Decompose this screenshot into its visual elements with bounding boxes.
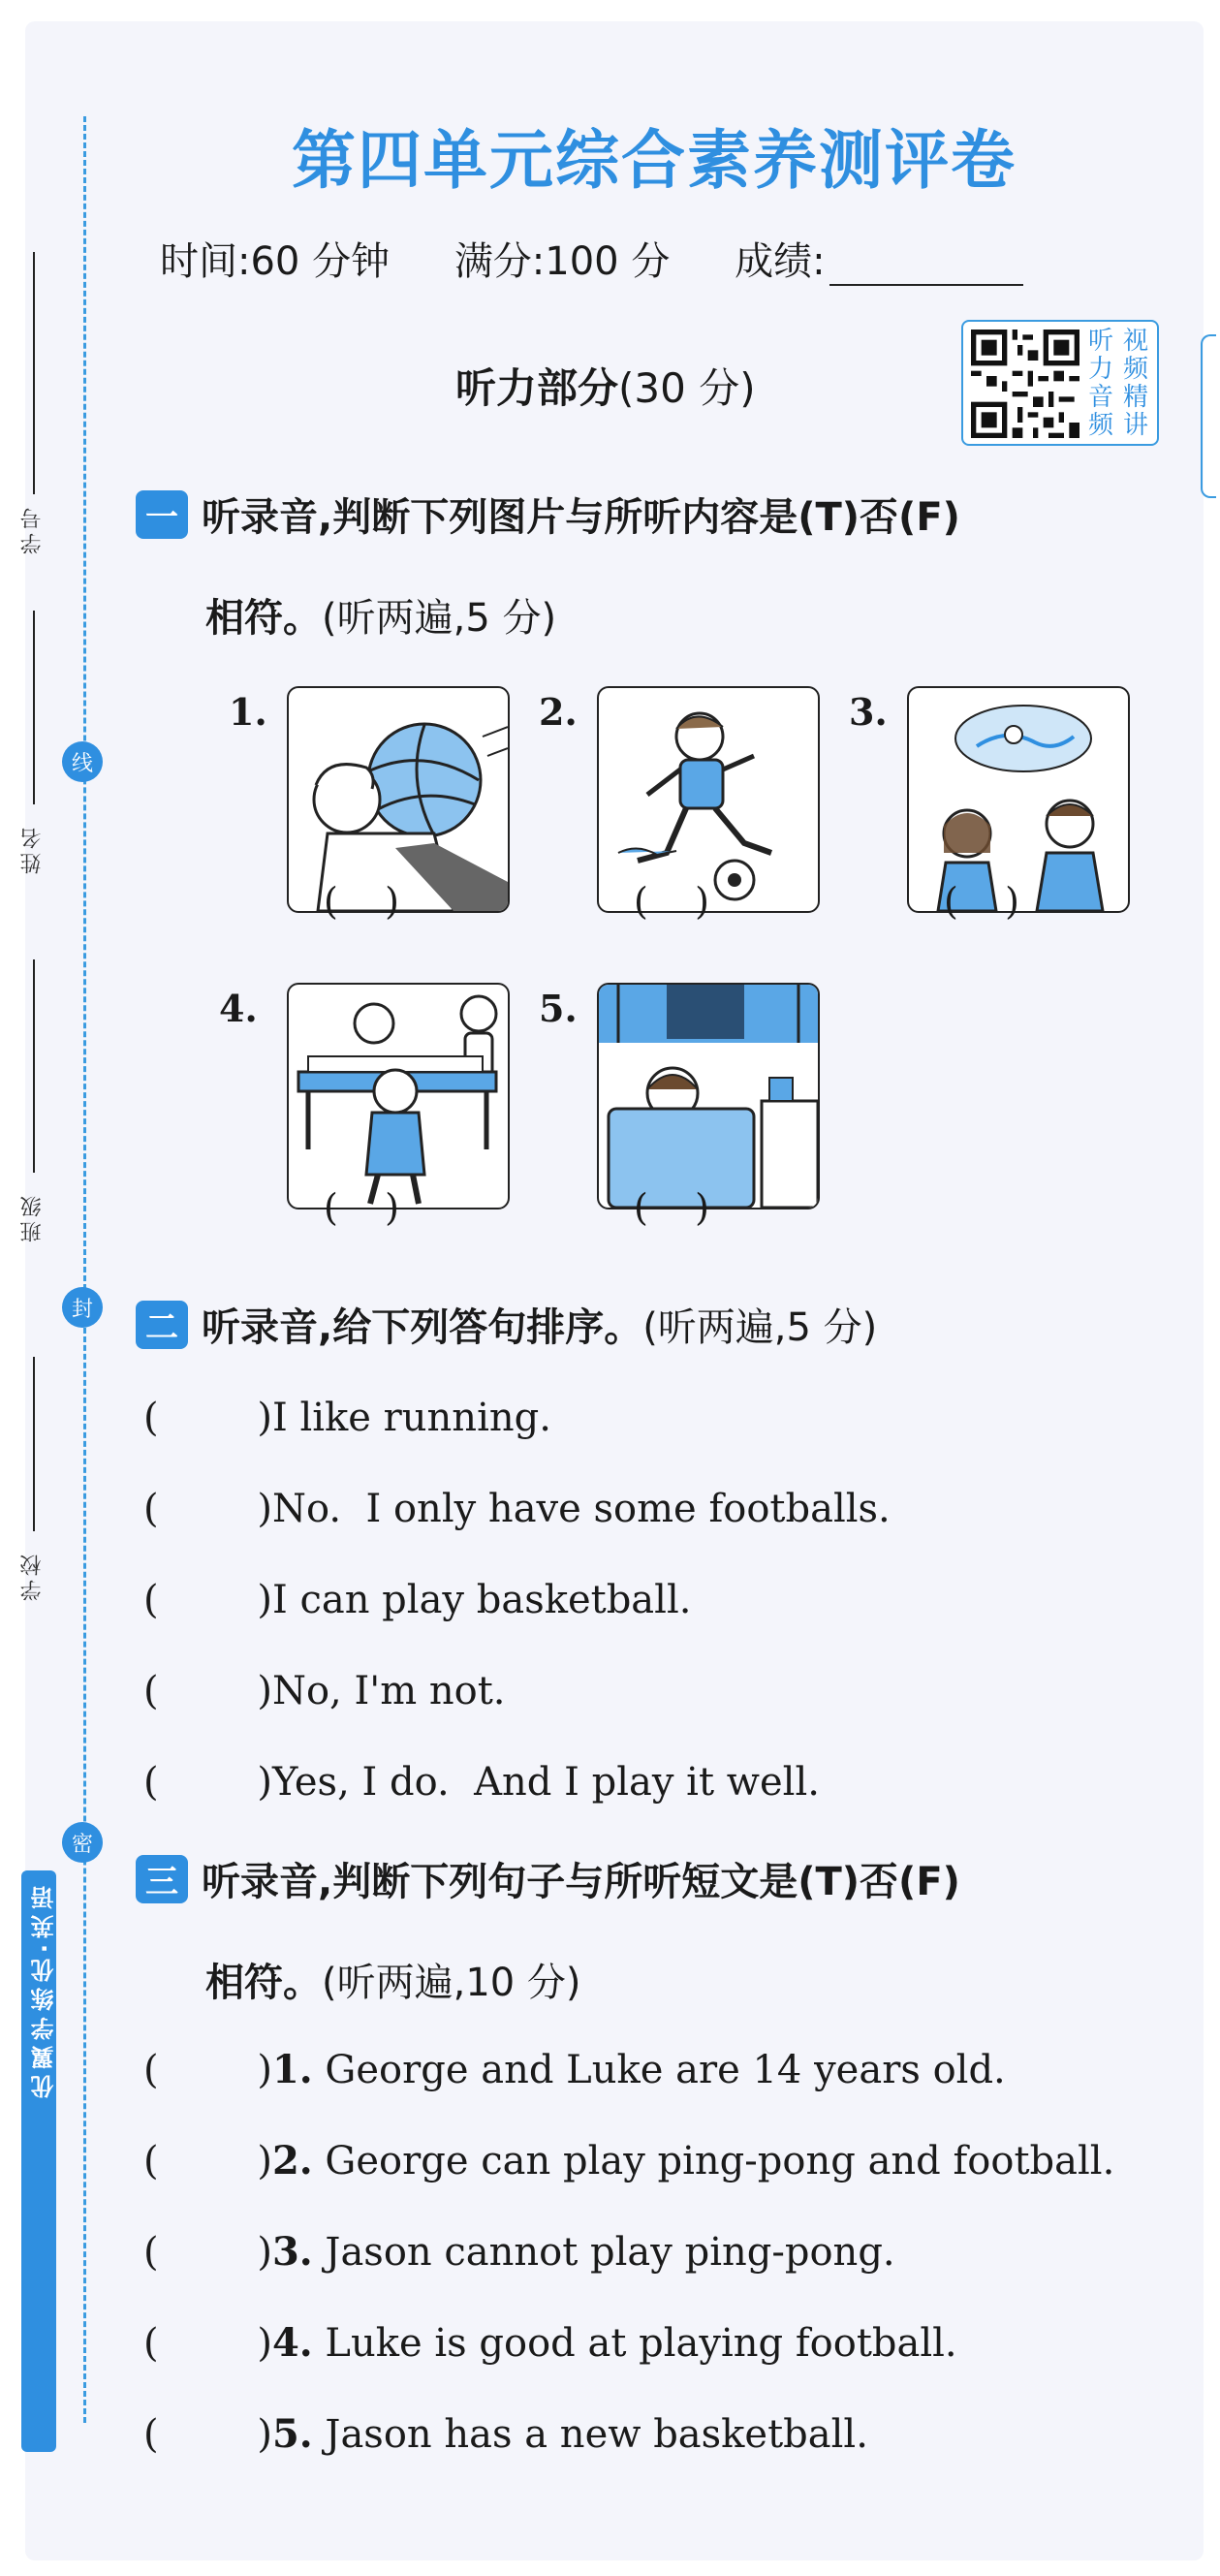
picture-answer-2[interactable]: ( )	[634, 880, 709, 923]
qr-caption-char: 力	[1087, 355, 1113, 384]
answer-blank[interactable]: ( )	[143, 2321, 272, 2366]
margin-rule	[33, 959, 35, 1173]
q1-heading	[136, 487, 960, 542]
q2-item-text: Yes, I do. And I play it well.	[271, 1760, 820, 1805]
q3-item-text: George can play ping-pong and football.	[312, 2139, 1115, 2183]
picture-label-5: 5.	[539, 987, 578, 1030]
margin-label-name: 姓名	[20, 824, 45, 874]
q3-item-text: George and Luke are 14 years old.	[312, 2048, 1006, 2092]
q2-instruction-text: 听录音,给下列答句排序。	[202, 1305, 643, 1350]
q3-instruction-line2	[205, 1952, 581, 2007]
q3-item-text: Jason cannot play ping-pong.	[312, 2230, 895, 2275]
qr-caption-char: 频	[1122, 355, 1148, 384]
qr-caption-char: 精	[1122, 383, 1148, 412]
qr-code-box[interactable]	[961, 320, 1159, 446]
q2-item-5	[143, 1760, 820, 1805]
qr-caption-char: 讲	[1122, 411, 1148, 440]
answer-blank[interactable]: ( )	[143, 2412, 272, 2457]
q2-item-1	[143, 1396, 551, 1440]
margin-label-school: 学校	[20, 1551, 45, 1601]
seal-seal: 封	[62, 1287, 103, 1328]
seal-line: 线	[62, 741, 103, 782]
q3-item-text: Jason has a new basketball.	[312, 2412, 868, 2457]
q1-instruction-line2	[205, 587, 556, 643]
score-label	[735, 239, 1075, 284]
q2-item-text: No. I only have some footballs.	[271, 1487, 891, 1531]
boys-playing-ping-pong-icon	[289, 985, 508, 1208]
time-limit: 时间:60 分钟	[160, 239, 391, 284]
answer-blank[interactable]: ( )	[143, 2230, 272, 2275]
spine-brand-text: 优翼学练优·英语	[31, 1880, 58, 2099]
qr-caption	[1083, 328, 1153, 440]
q3-instruction: 听录音,判断下列句子与所听短文是(T)否(F)	[202, 1860, 960, 1904]
q3-item-number: 3.	[271, 2229, 313, 2275]
q3-item-1	[143, 2047, 1006, 2092]
listening-points: (30 分)	[618, 364, 756, 412]
q3-item-2	[143, 2138, 1114, 2183]
page-edge-tab	[1201, 334, 1216, 498]
picture-label-3: 3.	[849, 690, 888, 734]
picture-label-1: 1.	[229, 690, 267, 734]
girl-sleeping-in-bed-icon	[599, 985, 818, 1208]
q3-item-number: 4.	[271, 2320, 313, 2366]
margin-rule	[33, 1357, 35, 1531]
qr-caption-char: 音	[1087, 383, 1113, 412]
listening-label: 听力部分	[455, 364, 619, 412]
full-score: 满分:100 分	[454, 239, 671, 284]
q2-heading	[136, 1297, 877, 1352]
q2-item-2	[143, 1487, 891, 1531]
qr-caption-char: 视	[1122, 327, 1148, 356]
answer-blank[interactable]: ( )	[143, 1760, 272, 1805]
answer-blank[interactable]: ( )	[143, 2048, 272, 2092]
page-title: 第四单元综合素养测评卷	[292, 123, 1017, 198]
score-label-text: 成绩:	[735, 239, 826, 284]
q3-line2-text: 相符。	[205, 1961, 322, 2005]
q3-heading	[136, 1851, 960, 1906]
q2-item-3	[143, 1578, 691, 1622]
boy-kicking-football-icon	[599, 688, 818, 911]
q3-item-4	[143, 2320, 957, 2366]
q1-line2-text: 相符。	[205, 596, 322, 641]
score-blank[interactable]	[829, 245, 1023, 286]
picture-5	[597, 983, 820, 1209]
answer-blank[interactable]: ( )	[143, 1578, 272, 1622]
q2-item-text: No, I'm not.	[271, 1669, 506, 1713]
q3-item-3	[143, 2229, 895, 2275]
exam-info	[160, 231, 1076, 286]
q3-note: (听两遍,10 分)	[322, 1961, 581, 2005]
q1-instruction: 听录音,判断下列图片与所听内容是(T)否(F)	[202, 495, 960, 540]
answer-blank[interactable]: ( )	[143, 2139, 272, 2183]
q2-number-badge: 二	[136, 1301, 188, 1349]
q1-note: (听两遍,5 分)	[322, 596, 557, 641]
q2-item-text: I like running.	[271, 1396, 551, 1440]
picture-answer-3[interactable]: ( )	[944, 880, 1019, 923]
margin-label-class: 班级	[20, 1192, 45, 1242]
q3-item-5	[143, 2411, 868, 2457]
picture-answer-4[interactable]: ( )	[324, 1186, 399, 1229]
q3-item-number: 5.	[271, 2411, 313, 2457]
picture-label-2: 2.	[539, 690, 578, 734]
qr-caption-char: 听	[1087, 327, 1113, 356]
binding-dash-line	[83, 116, 86, 2423]
listening-section-title	[455, 357, 756, 415]
picture-4	[287, 983, 510, 1209]
q3-item-text: Luke is good at playing football.	[312, 2321, 957, 2366]
answer-blank[interactable]: ( )	[143, 1396, 272, 1440]
q1-number-badge: 一	[136, 490, 188, 539]
q2-item-text: I can play basketball.	[271, 1578, 692, 1622]
q3-item-number: 2.	[271, 2138, 313, 2183]
kids-talking-about-swimming-icon	[909, 688, 1128, 911]
qr-code-icon	[971, 330, 1079, 438]
q2-note: (听两遍,5 分)	[642, 1305, 878, 1350]
answer-blank[interactable]: ( )	[143, 1487, 272, 1531]
qr-caption-char: 频	[1087, 411, 1113, 440]
q2-instruction	[202, 1297, 877, 1352]
q2-item-4	[143, 1669, 506, 1713]
picture-label-4: 4.	[219, 987, 258, 1030]
picture-2	[597, 686, 820, 913]
picture-answer-1[interactable]: ( )	[324, 880, 399, 923]
margin-rule	[33, 611, 35, 804]
q3-number-badge: 三	[136, 1855, 188, 1903]
picture-answer-5[interactable]: ( )	[634, 1186, 709, 1229]
margin-rule	[33, 252, 35, 494]
margin-label-student-no: 学号	[20, 504, 45, 554]
answer-blank[interactable]: ( )	[143, 1669, 272, 1713]
picture-1	[287, 686, 510, 913]
picture-3	[907, 686, 1130, 913]
seal-secret: 密	[62, 1822, 103, 1863]
boy-holding-basketball-icon	[289, 688, 508, 911]
q3-item-number: 1.	[271, 2047, 313, 2092]
